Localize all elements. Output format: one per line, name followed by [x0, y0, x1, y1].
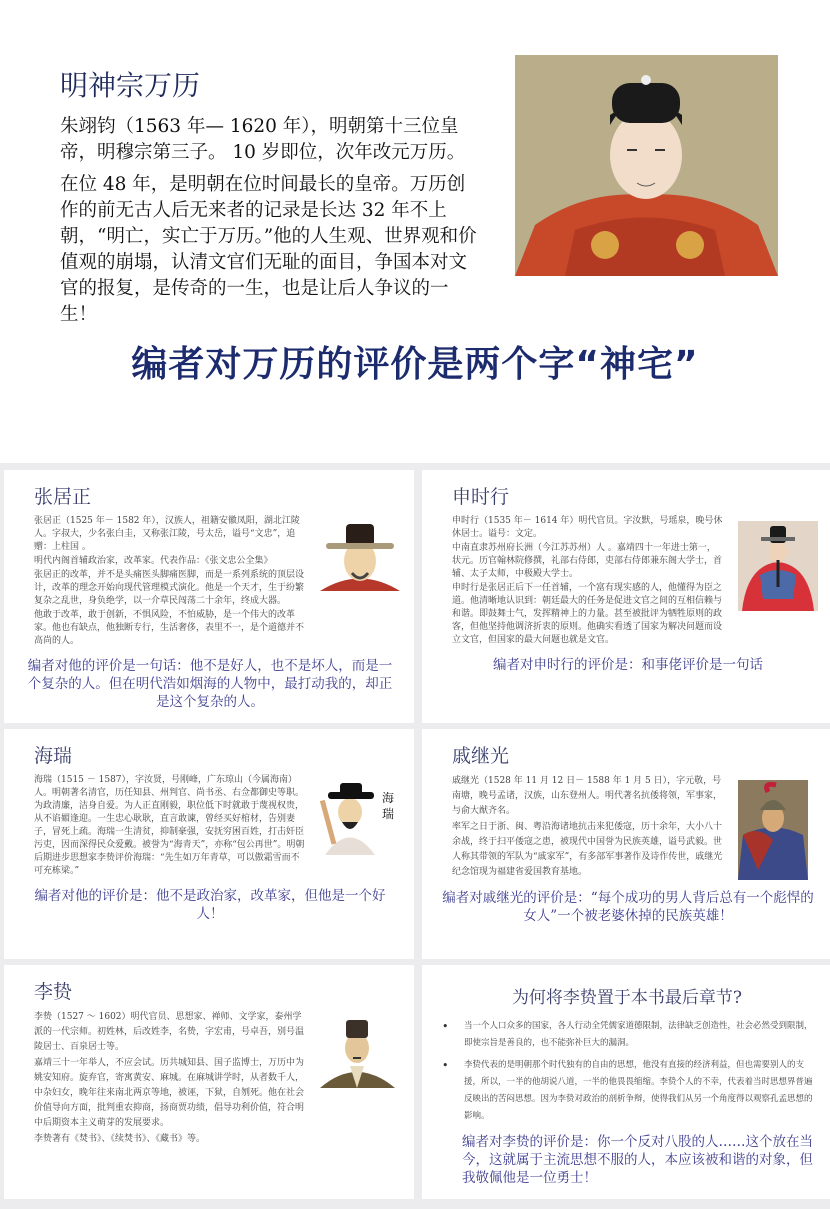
editor-evaluation: 编者对他的评价是：他不是政治家，改革家，但他是一个好人！	[34, 888, 386, 922]
bio-text: 率军之日于浙、闽、粤沿海诸地抗击来犯倭寇，历十余年，大小八十余战，终于扫平倭寇之患，被现代中国誉为民族英雄，谥号武毅。世人称其带领的军队为“戚家军”，有多部军事著作及诗作传世，戚继光纪念馆现为福建省爱国教育基地。	[452, 822, 723, 877]
bio-text: 他敢于改革，敢于创新，不惧风险，不怕威胁，是一个伟大的改革家。他也有缺点，他独断专行，生活奢侈，表里不一，是个道德并不高尚的人。	[34, 610, 305, 646]
panel-title: 李贽	[34, 981, 73, 1003]
bio-text: 张居正（1525 年－ 1582 年），汉族人，祖籍安徽凤阳，湖北江陵人。字叔大，少名张白圭，又称张江陵，号太岳，谥号“文忠”，追赠：上柱国 。	[34, 516, 300, 552]
panel-title: 海瑞	[34, 745, 73, 767]
panel-why-li-zhi	[422, 965, 830, 1199]
reason-item: • 当一个人口众多的国家，各人行动全凭儒家道德限制，法律缺乏创造性，社会必然受到限制，即使宗旨是善良的，也不能弥补巨大的漏洞。	[442, 1018, 816, 1052]
bio-text: 明代内阁首辅政治家，改革家。代表作品：《张文忠公全集》	[34, 556, 273, 566]
wanli-portrait	[515, 55, 778, 276]
editor-verdict-banner: 编者对万历的评价是两个字“神宅”	[131, 344, 699, 385]
bio-text: 戚继光（1528 年 11 月 12 日－ 1588 年 1 月 5 日），字元敬，号南塘，晚号孟诸，汉族，山东登州人。明代著名抗倭将领，军事家，与俞大猷齐名。	[452, 776, 723, 816]
li-zhi-portrait	[320, 1016, 395, 1088]
panel-shen-shixing	[422, 470, 830, 723]
panel-hai-rui	[4, 729, 414, 959]
shen-shixing-portrait	[738, 521, 818, 611]
bio-text: 李贽著有《焚书》、《续焚书》、《藏书》等。	[34, 1134, 206, 1144]
panel-title: 张居正	[34, 486, 92, 508]
bio-text: 申时行（1535 年－ 1614 年）明代官员。字汝默，号瑶泉，晚号休休居士。谥号：文定。	[452, 516, 723, 539]
panel-title: 戚继光	[452, 745, 510, 767]
panel-qi-jiguang	[422, 729, 830, 959]
hai-rui-portrait	[320, 780, 400, 855]
bio-text: 海瑞（1515 － 1587），字汝贤，号刚峰，广东琼山（今属海南）人。明朝著名清官，历任知县、州判官、尚书丞、右佥都御史等职。为政清廉，洁身自爱。为人正直刚毅，职位低下时就敢于蔑视权贵，从不谄媚逢迎。一生忠心耿耿，直言敢谏，曾经买好棺材，告别妻子，冒死上疏。海瑞一生清贫，抑制豪强，安抚穷困百姓，打击奸臣污吏，因而深得民众爱戴。被誉为“海青天”，亦称“包公再世”。明朝后期进步思想家李贽评价海瑞：“先生如万年青草，可以傲霜雪而不可充栋梁。”	[34, 775, 305, 876]
bio-text: 张居正的改革，并不是头痛医头脚痛医脚，而是一系列系统的顶层设计，改革的理念开始向现代管理模式演化。他是一个天才，生于纷繁复杂之乱世，身负绝学，以一介草民闯荡二十余年，终成大器。	[34, 570, 305, 606]
qi-jiguang-portrait	[738, 780, 808, 880]
figure-panels	[0, 463, 830, 1209]
svg-text:瑞: 瑞	[382, 807, 395, 821]
bio-text: 嘉靖三十一年举人，不应会试。历共城知县、国子监博士，万历中为姚安知府。旋弃官，寄寓黄安、麻城。在麻城讲学时，从者数千人，中杂妇女，晚年往来南北两京等地，被诬，下狱，自刎死。他在社会价值导向方面，批判重农抑商，扬商贾功绩，倡导功利价值，符合明中后期资本主义萌芽的发展要求。	[34, 1058, 305, 1128]
wanli-slide	[0, 0, 830, 463]
bio-text: 李贽（1527 ～ 1602）明代官员、思想家、禅师、文学家，泰州学派的一代宗师。初姓林，后改姓李，名贽，字宏甫，号卓吾，别号温陵居士、百泉居士等。	[34, 1012, 305, 1052]
editor-evaluation: 编者对他的评价是一句话：他不是好人，也不是坏人，而是一个复杂的人。但在明代浩如烟海的人物中，最打动我的，却正是这个复杂的人。	[27, 658, 393, 710]
reason-item: • 李贽代表的是明朝那个时代独有的自由的思想，他没有直接的经济利益，但也需要别人的支援，所以，一半的他胡说八道，一半的他畏畏缩缩。李贽个人的不幸，代表着当时思想界普遍反映出的苦闷思想。因为李贽对政治的剖析争辩，使得我们从另一个角度得以观察孔孟思想的影响。	[442, 1057, 816, 1125]
panel-title: 为何将李贽置于本书最后章节?	[511, 988, 743, 1008]
zhang-juzheng-portrait	[320, 521, 400, 591]
editor-evaluation: 编者对戚继光的评价是：“每个成功的男人背后总有一个彪悍的女人”一个被老婆休掉的民族英雄！	[442, 890, 814, 924]
intro-paragraph: 朱翊钧（1563 年— 1620 年），明朝第十三位皇帝，明穆宗第三子。 10 岁即位，次年改元万历。	[60, 116, 466, 163]
panel-zhang-juzheng	[4, 470, 414, 723]
editor-evaluation: 编者对李贽的评价是：你一个反对八股的人……这个放在当今，这就属于主流思想不服的人，本应该被和谐的对象，但我敬佩他是一位勇士！	[462, 1134, 813, 1186]
calligraphy-signature: 海	[382, 791, 395, 805]
bio-text: 申时行是张居正后下一任首辅，一个富有现实感的人，他懂得为臣之道。他清晰地认识到：朝廷最大的任务是促进文官之间的互相信赖与和谐。即鼓舞士气，发挥精神上的力量。甚至被批评为牺牲原则的政客，但他坚持他调济折衷的原则。他确实看透了国家为解决问题而设立文官，但国家的最大问题也就是文官。	[452, 583, 723, 645]
reason-list	[442, 1018, 816, 1125]
slide-title: 明神宗万历	[60, 69, 201, 102]
panel-li-zhi	[4, 965, 414, 1199]
bio-text: 中南直隶苏州府长洲（今江苏苏州）人 。嘉靖四十一年进士第一，状元。历官翰林院修撰，礼部右侍郎，吏部右侍郎兼东阁大学士，首辅、太子太师，中极殿大学士。	[452, 543, 723, 579]
editor-evaluation: 编者对申时行的评价是：和事佬评价是一句话	[493, 657, 763, 673]
reign-paragraph: 在位 48 年，是明朝在位时间最长的皇帝。万历创作的前无古人后无来者的记录是长达 32 年不上朝，“明亡，实亡于万历。”他的人生观、世界观和价值观的崩塌，认清文官们无耻的面目，争国本对文官的报复，是传奇的一生，也是让后人争议的一生！	[60, 174, 477, 325]
panel-title: 申时行	[452, 486, 510, 508]
